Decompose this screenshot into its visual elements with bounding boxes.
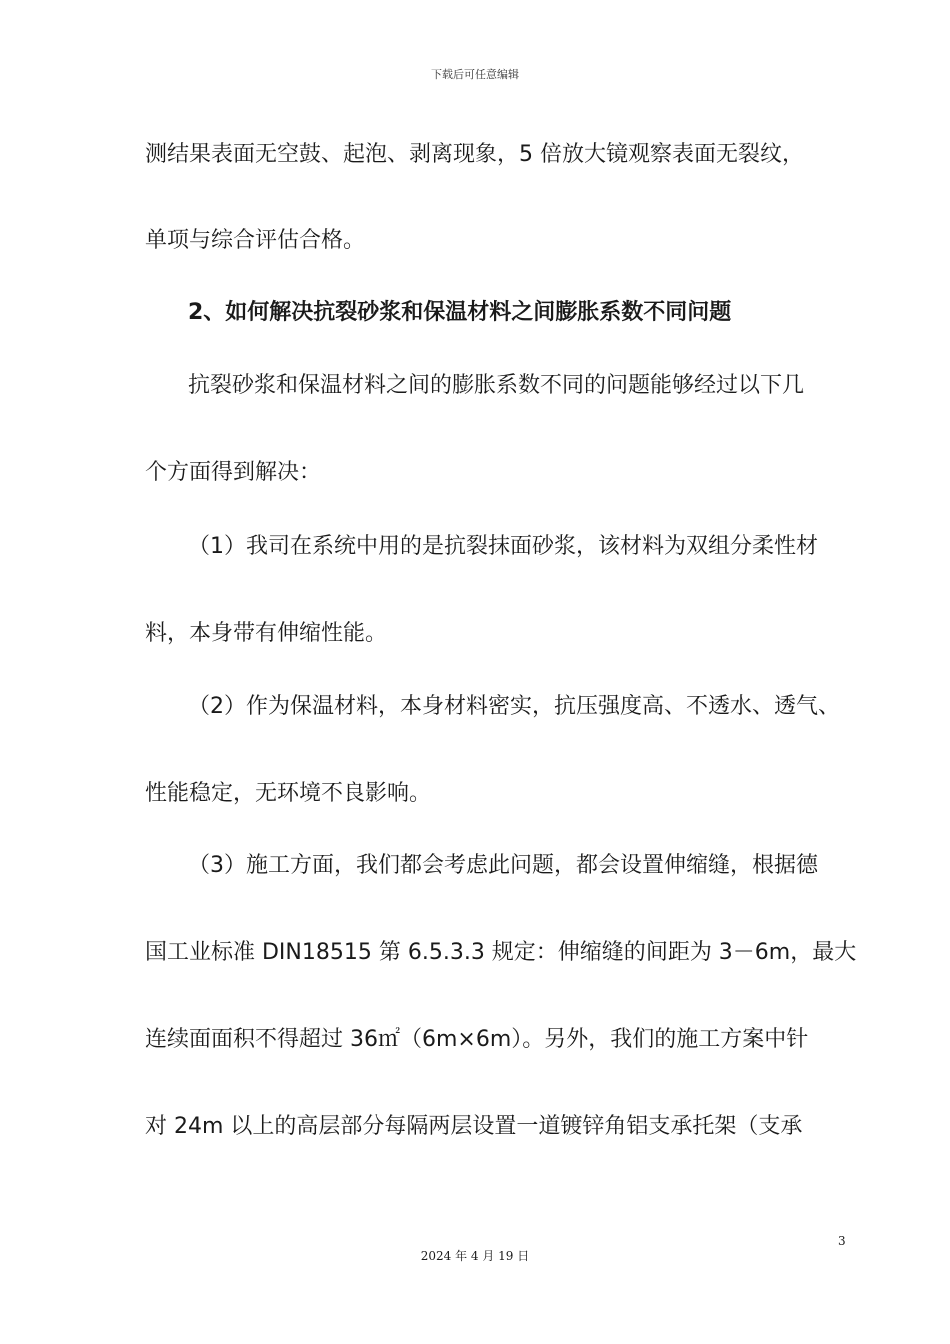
page-header: 下载后可任意编辑 bbox=[431, 68, 519, 81]
page-footer-date: 2024 年 4 月 19 日 bbox=[420, 1249, 530, 1263]
list-item-1-line-2: 料，本身带有伸缩性能。 bbox=[145, 621, 388, 646]
section-heading: 2、如何解决抗裂砂浆和保温材料之间膨胀系数不同问题 bbox=[188, 300, 732, 325]
list-item-3-line-1: （3）施工方面，我们都会考虑此问题，都会设置伸缩缝，根据德 bbox=[188, 853, 818, 878]
page-number: 3 bbox=[838, 1234, 846, 1248]
body-line-5: 个方面得到解决： bbox=[145, 460, 322, 485]
list-item-3-line-3: 连续面面积不得超过 36㎡（6m×6m）。另外，我们的施工方案中针 bbox=[145, 1027, 809, 1052]
body-line-2: 单项与综合评估合格。 bbox=[145, 228, 366, 253]
list-item-1-line-1: （1）我司在系统中用的是抗裂抹面砂浆，该材料为双组分柔性材 bbox=[188, 534, 818, 559]
list-item-2-line-1: （2）作为保温材料，本身材料密实，抗压强度高、不透水、透气、 bbox=[188, 694, 840, 719]
body-line-4: 抗裂砂浆和保温材料之间的膨胀系数不同的问题能够经过以下几 bbox=[188, 373, 805, 398]
body-line-1: 测结果表面无空鼓、起泡、剥离现象，5 倍放大镜观察表面无裂纹， bbox=[145, 142, 804, 167]
list-item-3-line-2: 国工业标准 DIN18515 第 6.5.3.3 规定：伸缩缝的间距为 3－6m，最大 bbox=[145, 940, 857, 965]
list-item-2-line-2: 性能稳定，无环境不良影响。 bbox=[145, 781, 432, 806]
list-item-3-line-4: 对 24m 以上的高层部分每隔两层设置一道镀锌角铝支承托架（支承 bbox=[145, 1114, 803, 1139]
